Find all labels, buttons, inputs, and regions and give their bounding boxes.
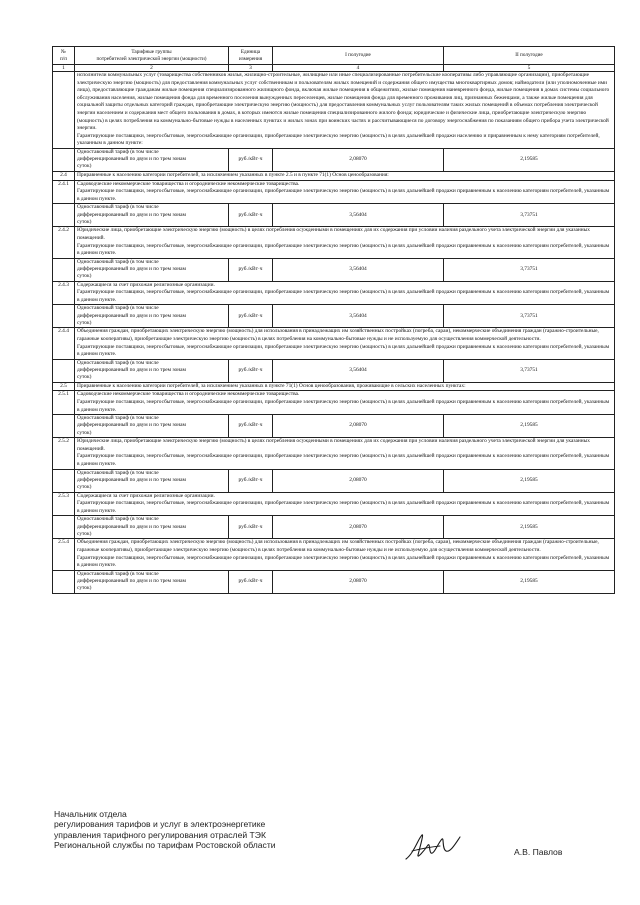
row-description: Садоводческие некоммерческие товарищества и огороднические некоммерческие товарищества. Гарантирующие поставщики, энергосбытовые, энергоснабжающие организации, приобретающие электрическую энергию (мощность) в целях дальнейшей продажи приравненным к населению категориям потребителей, указанным в данном пункте. [75, 180, 615, 204]
row-number: 2.4.3 [53, 281, 75, 305]
tariff-label: Одноставочный тариф (в том числе дифференцированный по двум и по трем зонам суток) [75, 516, 229, 539]
row-description: Юридические лица, приобретающие электрическую энергию (мощность) в целях потребления осужденными в помещениях для их содержания при условии наличия раздельного учета электрической энергии для указанных помещений. Гарантирующие поставщики, энергосбытовые, энергоснабжающие организации, приобретающие электрическую энергию (мощность) в целях дальнейшей продажи приравненным к населению категориям потребителей, указанным в данном пункте. [75, 438, 615, 469]
tariff-row [53, 305, 615, 328]
unit-cell: руб./кВт·ч [229, 415, 273, 438]
section-row [53, 382, 615, 391]
row-description: Содержащиеся за счет прихожан религиозные организации. Гарантирующие поставщики, энергосбытовые, энергоснабжающие организации, приобретающие электрическую энергию (мощность) в целях дальнейшей продажи приравненным к населению категориям потребителей, указанным в данном пункте. [75, 281, 615, 305]
row-description: Объединения граждан, приобретающих электрическую энергию (мощность) для использования в принадлежащих им хозяйственных постройках (погреба, сараи), некоммерческие объединения граждан (гаражно-строительные, гаражные кооперативы), приобретающие электрическую энергию (мощность) в целях потребления на коммунально-бытовые нужды и не используемую для осуществления коммерческой деятельности. Гарантирующие поставщики, энергосбытовые, энергоснабжающие организации, приобретающие электрическую энергию (мощность) в целях дальнейшей продажи приравненным к населению категориям потребителей, указанным в данном пункте. [75, 539, 615, 570]
row-number [53, 72, 75, 149]
header-unit: Единица измерения [229, 47, 273, 65]
row-number: 2.5.3 [53, 492, 75, 516]
tariff-label: Одноставочный тариф (в том числе дифференцированный по двум и по трем зонам суток) [75, 570, 229, 593]
second-half-value: 2,19585 [444, 516, 615, 539]
row-description: Приравненные к населению категории потребителей, за исключением указанных в пункте 71(1) Основ ценообразования, проживающие в сельских населенных пунктах: [75, 382, 615, 391]
tariff-label: Одноставочный тариф (в том числе дифференцированный по двум и по трем зонам суток) [75, 469, 229, 492]
unit-cell: руб./кВт·ч [229, 516, 273, 539]
row-number [53, 570, 75, 593]
row-number: 2.5.1 [53, 391, 75, 415]
row-description: исполнители коммунальных услуг (товарищества собственников жилья, жилищно-строительные, жилищные или иные специализированные потребительские кооперативы либо управляющие организации), приобретающие электрическую энергию (мощность) для предоставления коммунальных услуг собственникам и пользователям жилых помещений и содержания общего имущества многоквартирных домов; наймодатели (или уполномоченные ими лица), предоставляющие гражданам жилые помещения специализированного жилищного фонда, включая жилые помещения в общежитиях, жилые помещения маневренного фонда, жилые помещения в домах системы социального обслуживания населения, жилые помещения фонда для временного поселения вынужденных переселенцев, жилые помещения фонда для временного проживания лиц, признанных беженцами, а также жилые помещения для социальной защиты отдельных категорий граждан, приобретающие электрическую энергию (мощность) для предоставления коммунальных услуг пользователям таких жилых помещений в объемах потребления электрической энергии населением и содержания мест общего пользования в домах, в которых имеются жилые помещения специализированного жилого фонда; юридические и физические лица, приобретающие электрическую энергию (мощность) в целях потребления на коммунально-бытовые нужды в населенных пунктах и жилых зонах при воинских частях и рассчитывающиеся по договору энергоснабжения по показаниям общего прибора учета электрической энергии. Гарантирующие поставщики, энергосбытовые, энергоснабжающие организации, приобретающие электрическую энергию (мощность) в целях дальнейшей продажи населению и приравненным к нему категориям потребителей, указанным в данном пункте: [75, 72, 615, 149]
section-row [53, 180, 615, 204]
second-half-value: 3,73751 [444, 305, 615, 328]
column-number-row [53, 65, 615, 72]
signer-position-line: Региональной службы по тарифам Ростовской области [54, 840, 276, 851]
header-tariff-group: Тарифные группы потребителей электрической энергии (мощности) [75, 47, 229, 65]
tariff-row [53, 258, 615, 281]
row-number [53, 148, 75, 171]
second-half-value: 2,19585 [444, 570, 615, 593]
tariff-row [53, 204, 615, 227]
unit-cell: руб./кВт·ч [229, 469, 273, 492]
second-half-value: 3,73751 [444, 204, 615, 227]
second-half-value: 2,19585 [444, 148, 615, 171]
unit-cell: руб./кВт·ч [229, 204, 273, 227]
signer-position-line: Начальник отдела [54, 809, 127, 819]
section-row [53, 171, 615, 180]
row-description: Садоводческие некоммерческие товарищества и огороднические некоммерческие товарищества. Гарантирующие поставщики, энергосбытовые, энергоснабжающие организации, приобретающие электрическую энергию (мощность) в целях дальнейшей продажи приравненным к населению категориям потребителей, указанным в данном пункте. [75, 391, 615, 415]
tariff-label: Одноставочный тариф (в том числе дифференцированный по двум и по трем зонам суток) [75, 359, 229, 382]
section-row [53, 539, 615, 570]
row-number [53, 415, 75, 438]
column-number: 5 [444, 65, 615, 72]
row-number: 2.5 [53, 382, 75, 391]
tariff-label: Одноставочный тариф (в том числе дифференцированный по двум и по трем зонам суток) [75, 204, 229, 227]
section-row [53, 391, 615, 415]
unit-cell: руб./кВт·ч [229, 359, 273, 382]
intro-row [53, 72, 615, 149]
row-description: Содержащиеся за счет прихожан религиозные организации. Гарантирующие поставщики, энергосбытовые, энергоснабжающие организации, приобретающие электрическую энергию (мощность) в целях дальнейшей продажи приравненным к населению категориям потребителей, указанным в данном пункте. [75, 492, 615, 516]
column-number: 3 [229, 65, 273, 72]
first-half-value: 2,08070 [273, 570, 444, 593]
tariff-table [52, 46, 615, 594]
signer-position-line: регулирования тарифов и услуг в электроэнергетике [54, 819, 266, 830]
header-first-half: I полугодие [273, 47, 444, 65]
header-number: № п/п [53, 47, 75, 65]
row-number [53, 516, 75, 539]
first-half-value: 3,56404 [273, 359, 444, 382]
second-half-value: 2,19585 [444, 469, 615, 492]
unit-cell: руб./кВт·ч [229, 148, 273, 171]
first-half-value: 2,08070 [273, 516, 444, 539]
row-number: 2.4.1 [53, 180, 75, 204]
table-header-row [53, 47, 615, 65]
row-number [53, 359, 75, 382]
signer-position-line: управления тарифного регулирования отраслей ТЭК [54, 829, 266, 840]
signer-name: А.В. Павлов [514, 847, 563, 857]
section-row [53, 438, 615, 469]
first-half-value: 2,08070 [273, 469, 444, 492]
tariff-row [53, 415, 615, 438]
row-number: 2.4 [53, 171, 75, 180]
tariff-row [53, 469, 615, 492]
row-description: Юридические лица, приобретающие электрическую энергию (мощность) в целях потребления осужденными в помещениях для их содержания при условии наличия раздельного учета электрической энергии для указанных помещений. Гарантирующие поставщики, энергосбытовые, энергоснабжающие организации, приобретающие электрическую энергию (мощность) в целях дальнейшей продажи приравненным к населению категориям потребителей, указанным в данном пункте. [75, 227, 615, 258]
unit-cell: руб./кВт·ч [229, 258, 273, 281]
unit-cell: руб./кВт·ч [229, 305, 273, 328]
row-number [53, 469, 75, 492]
tariff-row [53, 359, 615, 382]
section-row [53, 328, 615, 359]
tariff-row [53, 516, 615, 539]
first-half-value: 3,56404 [273, 258, 444, 281]
row-description: Приравненные к населению категории потребителей, за исключением указанных в пункте 2.5 и в пункте 71(1) Основ ценообразования: [75, 171, 615, 180]
section-row [53, 492, 615, 516]
tariff-row [53, 148, 615, 171]
row-number [53, 305, 75, 328]
section-row [53, 227, 615, 258]
row-number [53, 258, 75, 281]
unit-cell: руб./кВт·ч [229, 570, 273, 593]
row-number: 2.5.4 [53, 539, 75, 570]
first-half-value: 3,56404 [273, 204, 444, 227]
column-number: 2 [75, 65, 229, 72]
row-number: 2.4.2 [53, 227, 75, 258]
tariff-label: Одноставочный тариф (в том числе дифференцированный по двум и по трем зонам суток) [75, 258, 229, 281]
tariff-label: Одноставочный тариф (в том числе дифференцированный по двум и по трем зонам суток) [75, 148, 229, 171]
first-half-value: 3,56404 [273, 305, 444, 328]
tariff-label: Одноставочный тариф (в том числе дифференцированный по двум и по трем зонам суток) [75, 305, 229, 328]
tariff-label: Одноставочный тариф (в том числе дифференцированный по двум и по трем зонам суток) [75, 415, 229, 438]
header-second-half: II полугодие [444, 47, 615, 65]
second-half-value: 3,73751 [444, 258, 615, 281]
tariff-row [53, 570, 615, 593]
second-half-value: 2,19585 [444, 415, 615, 438]
row-number: 2.5.2 [53, 438, 75, 469]
row-number: 2.4.4 [53, 328, 75, 359]
column-number: 1 [53, 65, 75, 72]
first-half-value: 2,08070 [273, 148, 444, 171]
second-half-value: 3,73751 [444, 359, 615, 382]
handwritten-signature [400, 829, 464, 867]
signature-block [54, 809, 276, 851]
first-half-value: 2,08070 [273, 415, 444, 438]
section-row [53, 281, 615, 305]
row-description: Объединения граждан, приобретающих электрическую энергию (мощность) для использования в принадлежащих им хозяйственных постройках (погреба, сараи), некоммерческие объединения граждан (гаражно-строительные, гаражные кооперативы), приобретающие электрическую энергию (мощность) в целях потребления на коммунально-бытовые нужды и не используемую для осуществления коммерческой деятельности. Гарантирующие поставщики, энергосбытовые, энергоснабжающие организации, приобретающие электрическую энергию (мощность) в целях дальнейшей продажи приравненным к населению категориям потребителей, указанным в данном пункте. [75, 328, 615, 359]
row-number [53, 204, 75, 227]
column-number: 4 [273, 65, 444, 72]
